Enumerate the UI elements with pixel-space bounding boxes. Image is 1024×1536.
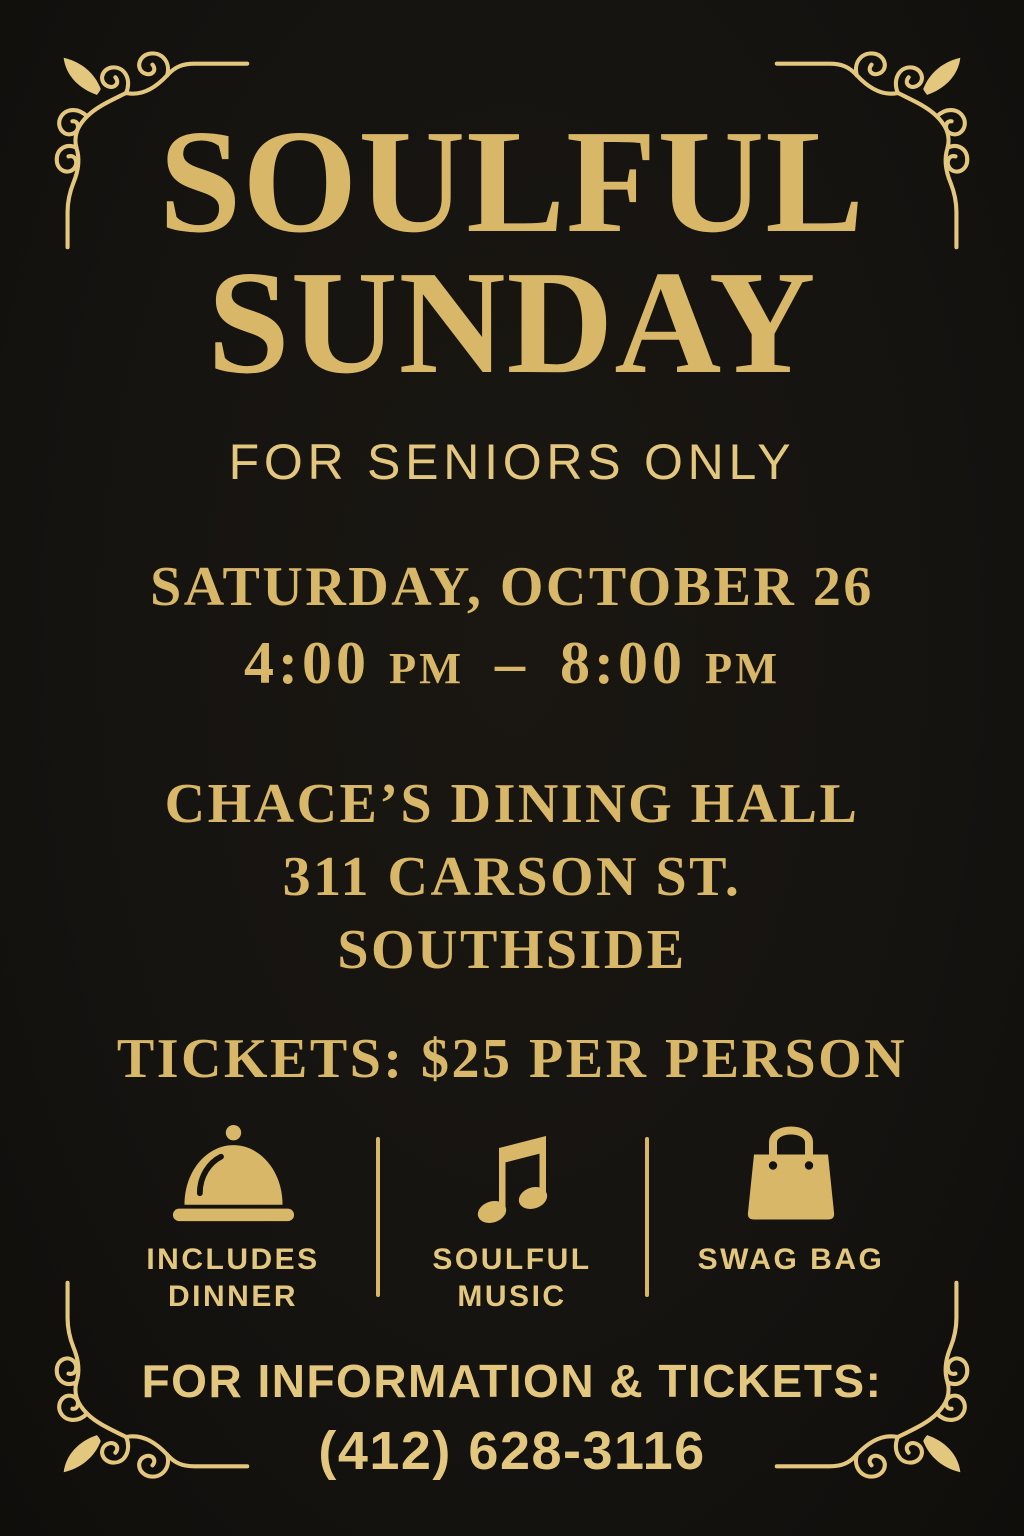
event-title-line1: SOULFUL — [158, 100, 866, 264]
time-separator: – — [495, 630, 529, 697]
venue-name: CHACE’S DINING HALL — [164, 773, 860, 836]
feature-music-label: SOULFUL MUSIC — [432, 1242, 592, 1314]
venue-street: 311 CARSON ST. — [282, 845, 742, 908]
venue-district: SOUTHSIDE — [337, 918, 687, 981]
time-start-period: PM — [388, 643, 464, 694]
feature-dinner-label: INCLUDES DINNER — [146, 1242, 320, 1314]
contact-heading: FOR INFORMATION & TICKETS: — [141, 1354, 883, 1407]
ticket-price-line: TICKETS: $25 PER PERSON — [116, 1027, 908, 1090]
feature-swag-bag — [649, 1117, 934, 1279]
event-title-line2: SUNDAY — [207, 240, 817, 405]
feature-music — [380, 1117, 645, 1316]
time-end: 8:00 — [560, 630, 686, 697]
event-subtitle: FOR SENIORS ONLY — [228, 434, 796, 491]
event-date: SATURDAY, OCTOBER 26 — [150, 556, 874, 619]
contact-phone: (412) 628-3116 — [318, 1420, 706, 1481]
event-title — [0, 100, 1024, 405]
cloche-icon — [171, 1117, 296, 1225]
venue-block — [0, 768, 1024, 986]
time-start: 4:00 — [244, 630, 370, 697]
feature-dinner — [91, 1117, 376, 1316]
shopping-bag-icon — [746, 1117, 836, 1225]
feature-swag-bag-label: SWAG BAG — [697, 1242, 885, 1276]
event-time — [0, 629, 1024, 698]
music-note-icon — [472, 1117, 552, 1225]
features-row — [0, 1117, 1024, 1316]
time-end-period: PM — [704, 643, 780, 694]
